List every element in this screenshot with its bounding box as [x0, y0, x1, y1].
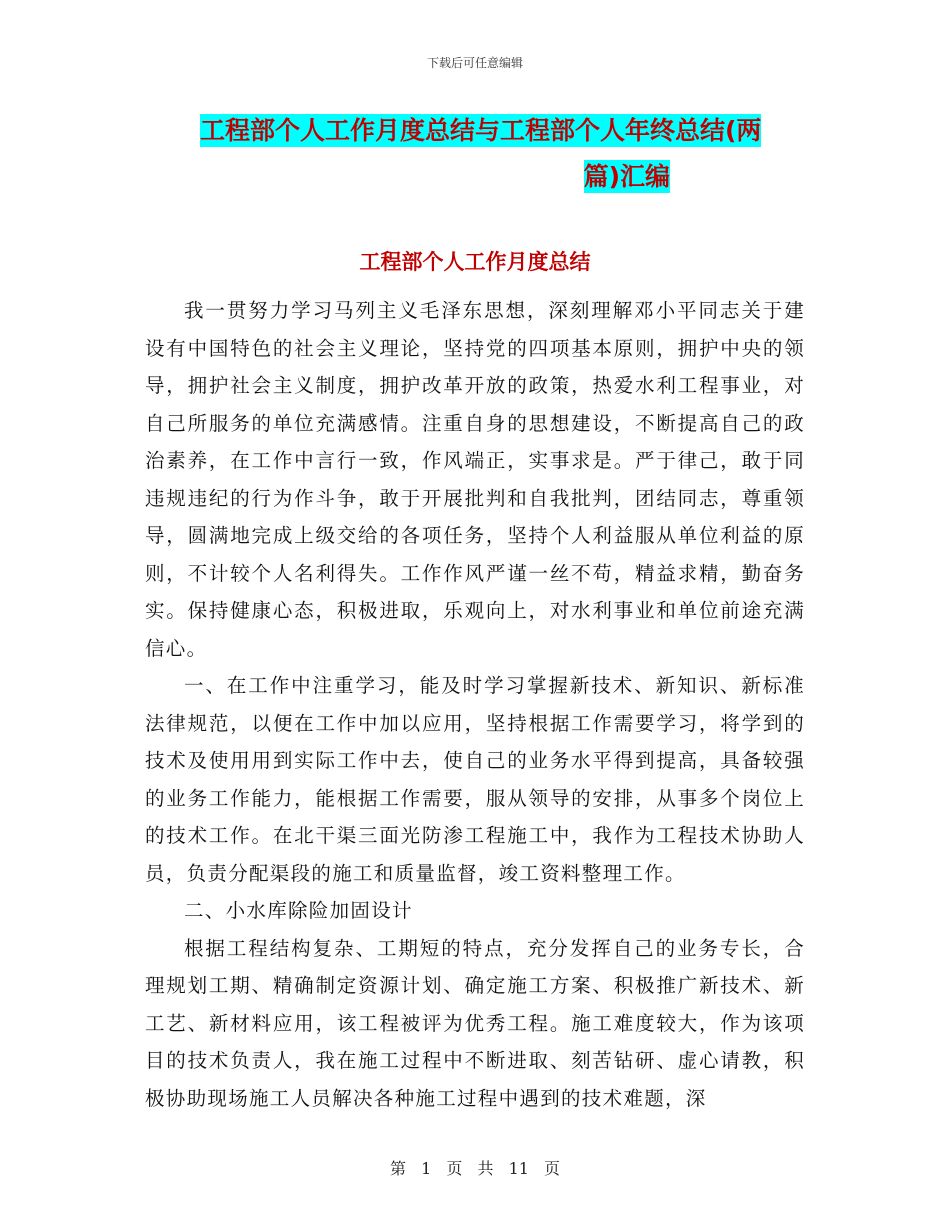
title-highlight-1: 工程部个人工作月度总结与工程部个人年终总结(两 — [200, 116, 762, 145]
footer-total-label: 共 — [477, 1159, 494, 1178]
footer-page-number: 1 — [421, 1159, 432, 1178]
paragraph-4: 根据工程结构复杂、工期短的特点，充分发挥自己的业务专长，合理规划工期、精确制定资源计划、确定施工方案、积极推广新技术、新工艺、新材料应用，该工程被评为优秀工程。施工难度较大，作为该项目的技术负责人，我在施工过程中不断进取、刻苦钻研、虚心请教，积极协助现场施工人员解决各种施工过程中遇到的技术难题，深 — [145, 936, 805, 1110]
paragraph-3: 二、小水库除险加固设计 — [184, 899, 413, 922]
paragraph-1: 我一贯努力学习马列主义毛泽东思想，深刻理解邓小平同志关于建设有中国特色的社会主义理论，坚持党的四项基本原则，拥护中央的领导，拥护社会主义制度，拥护改革开放的政策，热爱水利工程事业，对自己所服务的单位充满感情。注重自身的思想建设，不断提高自己的政治素养，在工作中言行一致，作风端正，实事求是。严于律己，敢于同违规违纪的行为作斗争，敢于开展批判和自我批判，团结同志，尊重领导，圆满地完成上级交给的各项任务，坚持个人利益服从单位利益的原则，不计较个人名利得失。工作作风严谨一丝不苟，精益求精，勤奋务实。保持健康心态，积极进取，乐观向上，对水利事业和单位前途充满信心。 — [145, 299, 805, 660]
footer-total-pages: 11 — [508, 1159, 529, 1178]
document-title-line-1 — [145, 108, 810, 154]
document-title-line-2 — [145, 154, 810, 200]
title-highlight-2: 篇)汇编 — [583, 162, 670, 191]
section-title: 工程部个人工作月度总结 — [359, 250, 591, 274]
footer-page-label: 页 — [446, 1159, 463, 1178]
footer-prefix: 第 — [389, 1159, 406, 1178]
document-title — [145, 108, 810, 200]
body-text — [145, 292, 805, 1117]
paragraph-2: 一、在工作中注重学习，能及时学习掌握新技术、新知识、新标准法律规范，以便在工作中加以应用，坚持根据工作需要学习，将学到的技术及使用用到实际工作中去，使自己的业务水平得到提高，具备较强的业务工作能力，能根据工作需要，服从领导的安排，从事多个岗位上的技术工作。在北干渠三面光防渗工程施工中，我作为工程技术协助人员，负责分配渠段的施工和质量监督，竣工资料整理工作。 — [145, 674, 805, 885]
page-footer — [0, 1156, 950, 1179]
footer-suffix: 页 — [544, 1159, 561, 1178]
header-note: 下载后可任意编辑 — [426, 56, 523, 70]
